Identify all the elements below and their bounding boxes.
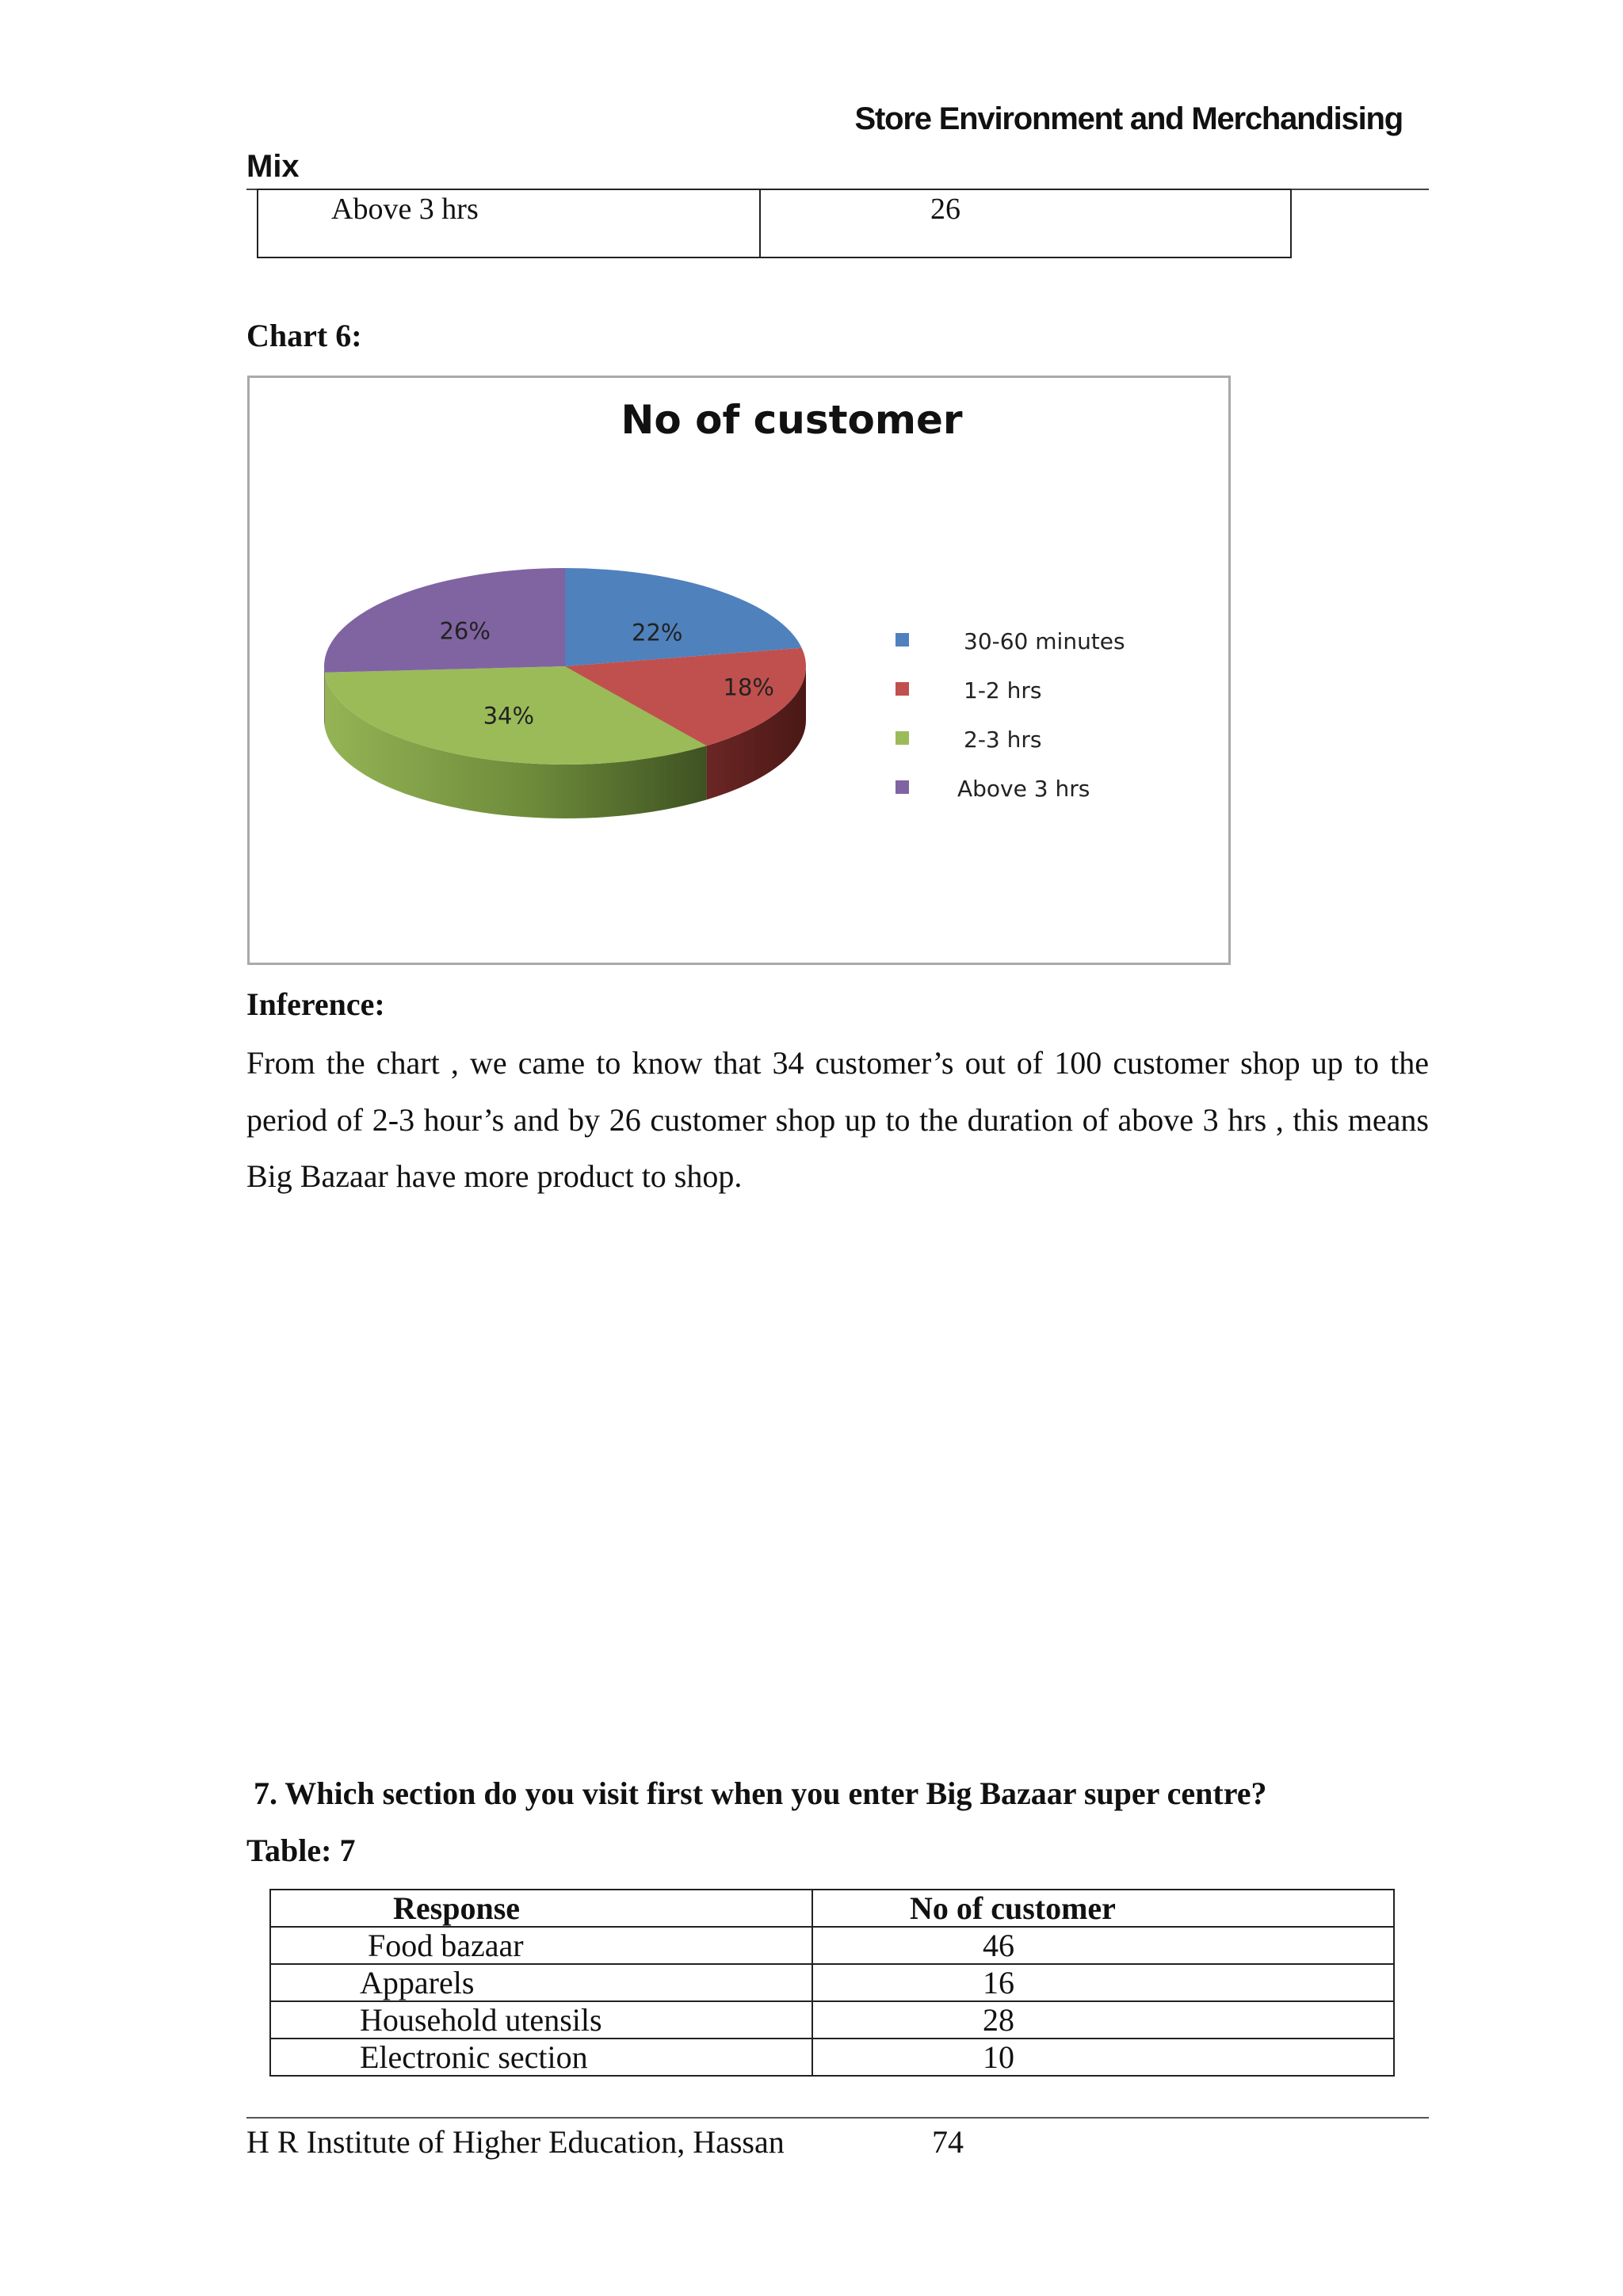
footer-divider (246, 2117, 1429, 2119)
pie-data-label: 34% (483, 702, 535, 730)
legend-swatch (896, 633, 909, 646)
table-cell-response: Above 3 hrs (258, 189, 760, 257)
question-heading: 7. Which section do you visit first when you enter Big Bazaar super centre? (254, 1775, 1267, 1811)
continued-table (257, 189, 1292, 258)
table-header-row (270, 1890, 1394, 1927)
pie-chart (250, 378, 1228, 963)
pie-data-label: 26% (439, 617, 491, 645)
chart-frame (247, 376, 1231, 965)
chart-title: No of customer (621, 397, 963, 443)
table-row (270, 2001, 1394, 2039)
table-cell-count: 26 (760, 189, 1291, 257)
table-cell-response: Household utensils (270, 2001, 812, 2039)
pie-data-label: 22% (632, 619, 683, 646)
column-header-response: Response (270, 1890, 812, 1927)
chart-caption: Chart 6: (246, 318, 362, 353)
table-row (258, 189, 1291, 257)
table-row (270, 1964, 1394, 2001)
table-cell-count: 10 (812, 2039, 1394, 2076)
legend-swatch (896, 682, 909, 696)
table-row (270, 1927, 1394, 1964)
legend-item-label: 30-60 minutes (964, 628, 1125, 654)
pie-slice-side-3 (324, 666, 325, 727)
table-cell-count: 46 (812, 1927, 1394, 1964)
table-row (270, 2039, 1394, 2076)
column-header-count: No of customer (812, 1890, 1394, 1927)
footer-institution: H R Institute of Higher Education, Hassan (246, 2124, 785, 2160)
page-number: 74 (932, 2124, 964, 2160)
inference-text: From the chart , we came to know that 34 customer’s out of 100 customer shop up to the period of 2-3 hour’s and by 26 customer shop up to the duration of above 3 hrs , this means Big Bazaar have more product to shop. (246, 1045, 1429, 1194)
table-caption: Table: 7 (246, 1833, 356, 1868)
table-cell-response: Apparels (270, 1964, 812, 2001)
legend-item-label: 2-3 hrs (964, 727, 1042, 753)
legend-swatch (896, 731, 909, 745)
legend-item-label: 1-2 hrs (964, 677, 1042, 704)
running-header-title: Store Environment and Merchandising (854, 101, 1403, 136)
inference-heading: Inference: (246, 986, 385, 1022)
response-table (269, 1889, 1395, 2077)
table-cell-count: 16 (812, 1964, 1394, 2001)
legend-item-label: Above 3 hrs (957, 776, 1090, 802)
running-header-subtitle: Mix (246, 149, 300, 184)
legend-swatch (896, 780, 909, 794)
table-cell-count: 28 (812, 2001, 1394, 2039)
table-cell-response: Electronic section (270, 2039, 812, 2076)
pie-data-label: 18% (723, 673, 775, 701)
table-cell-response: Food bazaar (270, 1927, 812, 1964)
